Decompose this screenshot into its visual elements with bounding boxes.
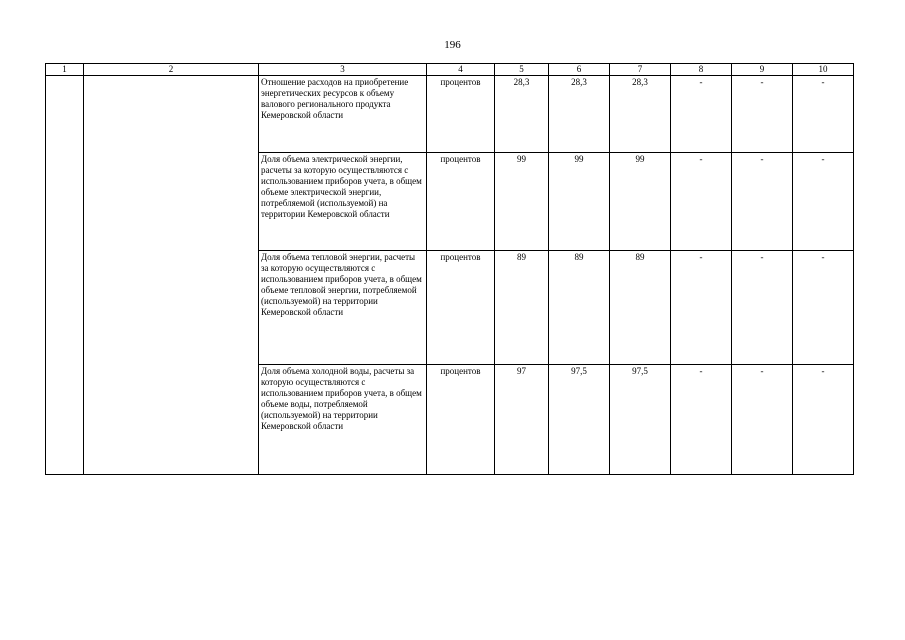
indicator-cell: Отношение расходов на приобретение энергетических ресурсов к объему валового регионального продукта Кемеровской области bbox=[259, 76, 427, 153]
column-2-cell bbox=[84, 76, 259, 475]
column-header: 7 bbox=[610, 64, 671, 76]
value-cell: - bbox=[732, 365, 793, 475]
unit-cell: процентов bbox=[427, 365, 495, 475]
column-header: 8 bbox=[671, 64, 732, 76]
value-cell: 89 bbox=[549, 251, 610, 365]
value-cell: 89 bbox=[495, 251, 549, 365]
unit-cell: процентов bbox=[427, 251, 495, 365]
value-cell: - bbox=[671, 76, 732, 153]
indicator-cell: Доля объема тепловой энергии, расчеты за которую осуществляются с использованием приборов учета, в общем объеме тепловой энергии, потребляемой (используемой) на территории Кемеровской области bbox=[259, 251, 427, 365]
header-row bbox=[46, 64, 854, 76]
column-header: 10 bbox=[793, 64, 854, 76]
column-header: 9 bbox=[732, 64, 793, 76]
table-row bbox=[46, 76, 854, 153]
indicator-cell: Доля объема холодной воды, расчеты за которую осуществляются с использованием приборов учета, в общем объеме воды, потребляемой (используемой) на территории Кемеровской области bbox=[259, 365, 427, 475]
value-cell: 28,3 bbox=[610, 76, 671, 153]
value-cell: 97 bbox=[495, 365, 549, 475]
value-cell: 97,5 bbox=[549, 365, 610, 475]
page-number: 196 bbox=[444, 39, 461, 51]
value-cell: 89 bbox=[610, 251, 671, 365]
value-cell: - bbox=[793, 251, 854, 365]
indicator-cell: Доля объема электрической энергии, расчеты за которую осуществляются с использованием приборов учета, в общем объеме электрической энергии, потребляемой (используемой) на территории Кемеровской области bbox=[259, 153, 427, 251]
column-header: 2 bbox=[84, 64, 259, 76]
value-cell: - bbox=[793, 153, 854, 251]
value-cell: 99 bbox=[495, 153, 549, 251]
value-cell: 97,5 bbox=[610, 365, 671, 475]
value-cell: - bbox=[671, 251, 732, 365]
value-cell: 99 bbox=[549, 153, 610, 251]
value-cell: 28,3 bbox=[549, 76, 610, 153]
column-1-cell bbox=[46, 76, 84, 475]
column-header: 4 bbox=[427, 64, 495, 76]
value-cell: - bbox=[793, 365, 854, 475]
column-header: 1 bbox=[46, 64, 84, 76]
value-cell: 99 bbox=[610, 153, 671, 251]
column-header: 3 bbox=[259, 64, 427, 76]
value-cell: - bbox=[732, 153, 793, 251]
column-header: 5 bbox=[495, 64, 549, 76]
value-cell: - bbox=[732, 76, 793, 153]
value-cell: - bbox=[671, 365, 732, 475]
value-cell: - bbox=[793, 76, 854, 153]
unit-cell: процентов bbox=[427, 153, 495, 251]
indicators-table bbox=[45, 63, 854, 475]
value-cell: - bbox=[732, 251, 793, 365]
value-cell: 28,3 bbox=[495, 76, 549, 153]
value-cell: - bbox=[671, 153, 732, 251]
column-header: 6 bbox=[549, 64, 610, 76]
unit-cell: процентов bbox=[427, 76, 495, 153]
